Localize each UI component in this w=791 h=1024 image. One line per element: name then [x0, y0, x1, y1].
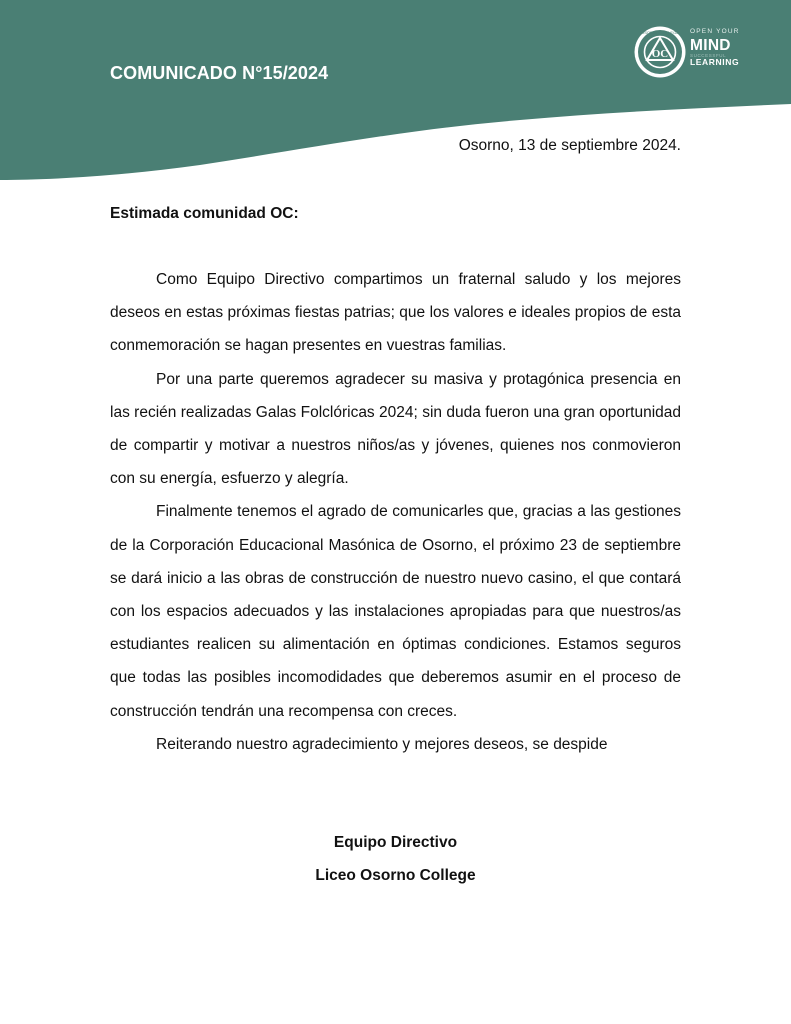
logo-tagline-mid: SUCCESSFUL: [690, 53, 727, 58]
logo-tagline-main: MIND: [690, 37, 731, 54]
letter-body: [110, 263, 681, 761]
letter-paragraph: Por una parte queremos agradecer su masiva y protagónica presencia en las recién realizadas Galas Folclóricas 2024; sin duda fueron una gran oportunidad de compartir y motivar a nuestros niños/as y jóvenes, quienes nos conmovieron con su energía, esfuerzo y alegría.: [110, 370, 681, 488]
logo-tagline-bottom: LEARNING: [690, 57, 740, 67]
emblem-monogram: OC: [651, 48, 669, 60]
emblem-ring-text: OSORNO COLLEGE: [641, 30, 679, 35]
letter-paragraph: Como Equipo Directivo compartimos un fraternal saludo y los mejores deseos en estas próximas fiestas patrias; que los valores e ideales propios de esta conmemoración se hagan presentes en vuestras familias.: [110, 271, 681, 355]
letter-greeting: Estimada comunidad OC:: [110, 205, 299, 222]
logo-tagline-top: OPEN YOUR: [690, 28, 740, 35]
school-logo: [633, 24, 753, 80]
letter-date: Osorno, 13 de septiembre 2024.: [458, 137, 681, 154]
letter-paragraph: Finalmente tenemos el agrado de comunicarles que, gracias a las gestiones de la Corporación Educacional Masónica de Osorno, el próximo 23 de septiembre se dará inicio a las obras de construcción de nuestro nuevo casino, el que contará con los espacios adecuados y las instalaciones apropiadas para que nuestros/as estudiantes realicen su alimentación en óptimas condiciones. Estamos seguros que todas las posibles incomodidades que deberemos asumir en el proceso de construcción tendrán una recompensa con creces.: [110, 503, 681, 720]
document-title: COMUNICADO N°15/2024: [110, 63, 329, 83]
school-emblem-icon: [633, 25, 687, 79]
signature-line-2: Liceo Osorno College: [315, 867, 476, 884]
signature-line-1: Equipo Directivo: [333, 834, 458, 851]
letter-paragraph: Reiterando nuestro agradecimiento y mejores deseos, se despide: [156, 735, 608, 753]
